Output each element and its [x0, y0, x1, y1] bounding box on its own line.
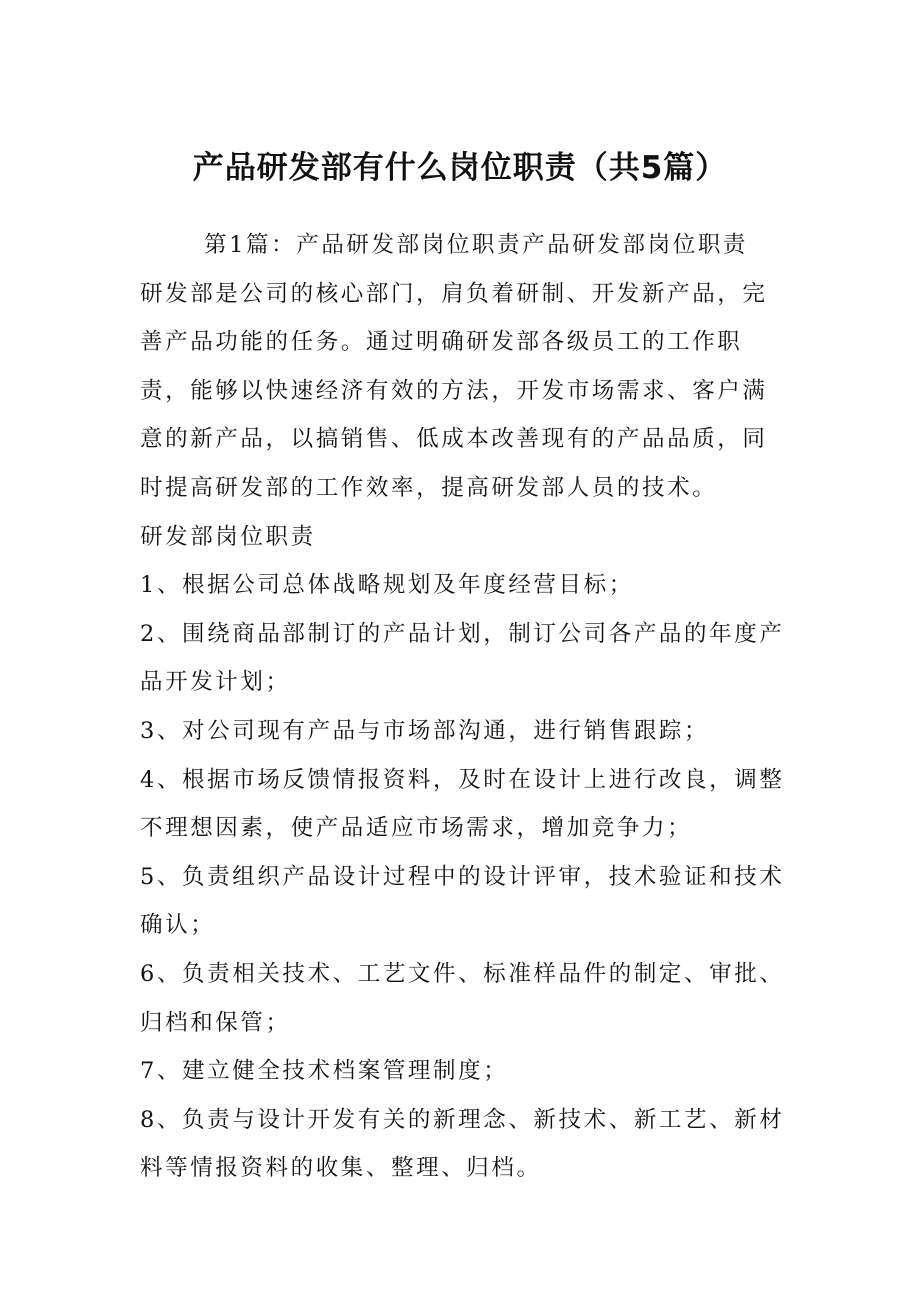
duty-item-4: 4、根据市场反馈情报资料，及时在设计上进行改良，调整不理想因素，使产品适应市场需求，增加竞争力； [140, 766, 785, 842]
document-title: 产品研发部有什么岗位职责（共5篇） [192, 150, 728, 186]
duty-item-3: 3、对公司现有产品与市场部沟通，进行销售跟踪； [140, 717, 710, 744]
section-heading: 第1篇：产品研发部岗位职责产品研发部岗位职责 [204, 232, 749, 258]
subsection-heading: 研发部岗位职责 [140, 523, 316, 550]
duty-item-6: 6、负责相关技术、工艺文件、标准样品件的制定、审批、归档和保管； [140, 960, 785, 1036]
intro-paragraph: 研发部是公司的核心部门，肩负着研制、开发新产品，完善产品功能的任务。通过明确研发部各级员工的工作职责，能够以快速经济有效的方法，开发市场需求、客户满意的新产品，以搞销售、低成本改善现有的产品品质，同时提高研发部的工作效率，提高研发部人员的技术。 [140, 280, 768, 501]
duty-item-8: 8、负责与设计开发有关的新理念、新技术、新工艺、新材料等情报资料的收集、整理、归档。 [140, 1106, 785, 1182]
document-body [140, 221, 790, 1193]
duty-item-2: 2、围绕商品部制订的产品计划，制订公司各产品的年度产品开发计划； [140, 620, 785, 696]
duty-item-1: 1、根据公司总体战略规划及年度经营目标； [140, 572, 634, 599]
duty-item-5: 5、负责组织产品设计过程中的设计评审，技术验证和技术确认； [140, 863, 785, 939]
duty-item-7: 7、建立健全技术档案管理制度； [140, 1058, 509, 1085]
